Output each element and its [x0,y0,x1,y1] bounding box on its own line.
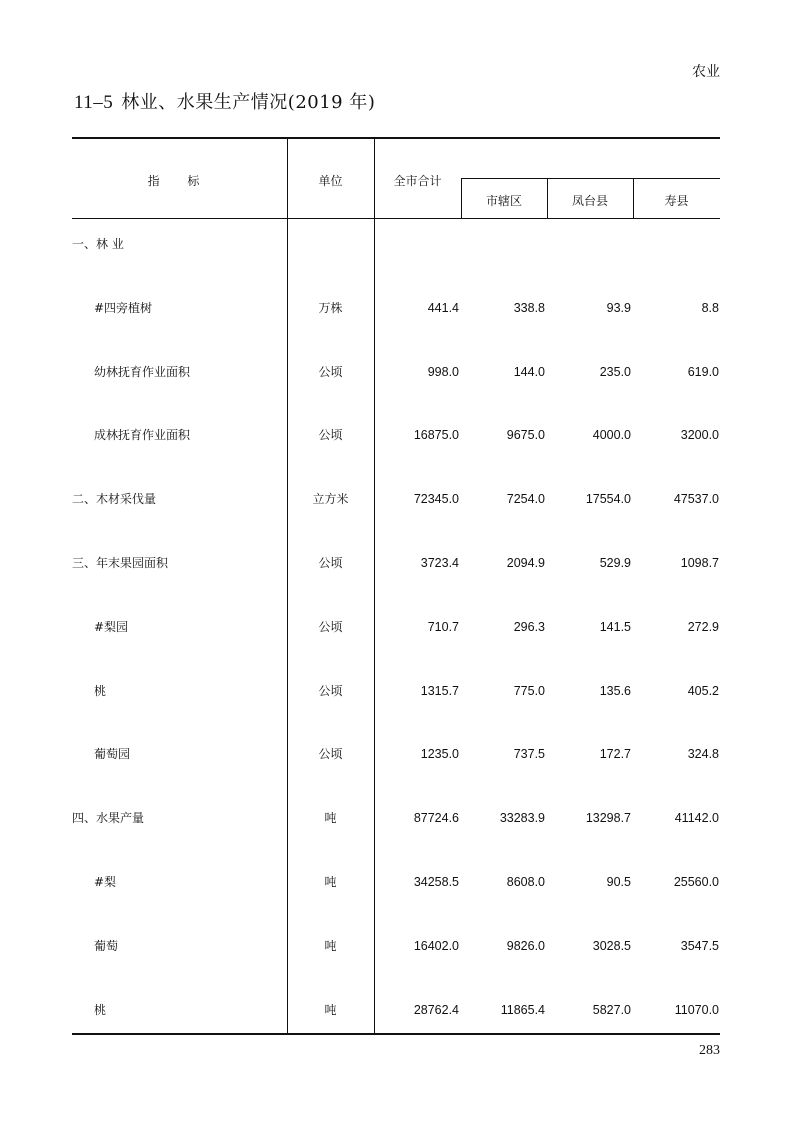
table-row [72,362,720,382]
table-row [72,234,720,254]
row-district: 11865.4 [500,1002,545,1017]
header-shouxian: 寿县 [664,194,689,208]
row-total: 16402.0 [413,938,459,953]
row-indicator: 桃 [94,1002,107,1017]
row-total: 72345.0 [413,492,459,507]
row-fengtai: 235.0 [599,364,631,379]
row-indicator: 葡萄 [94,938,119,953]
row-total: 28762.4 [413,1002,459,1017]
column-divider [287,137,288,1035]
row-unit: 公顷 [318,364,343,379]
row-fengtai: 141.5 [599,619,631,634]
row-total: 1235.0 [420,747,459,762]
row-shouxian: 619.0 [687,364,719,379]
table-title: 林业、水果生产情况(2019 年) [121,92,376,113]
row-unit: 吨 [324,875,337,889]
row-fengtai: 4000.0 [592,428,631,443]
row-unit: 吨 [324,1002,337,1017]
header-total: 全市合计 [393,174,442,188]
row-indicator: #四旁植树 [94,300,153,315]
row-district: 144.0 [513,364,545,379]
row-indicator: #梨园 [94,619,129,634]
table-row [72,681,720,701]
row-shouxian: 25560.0 [673,875,719,889]
row-fengtai: 135.6 [599,683,631,698]
row-indicator: 幼林抚育作业面积 [94,364,191,379]
row-total: 441.4 [427,300,459,315]
row-fengtai: 3028.5 [592,938,631,953]
table-row [72,1000,720,1020]
header-unit: 单位 [318,174,343,188]
row-district: 33283.9 [499,811,545,826]
subheader-rule [461,178,720,179]
table-bottom-rule [72,1033,720,1035]
row-total: 16875.0 [413,428,459,443]
row-indicator: 三、年末果园面积 [72,556,169,570]
row-indicator: 一、林 业 [72,237,124,251]
row-unit: 公顷 [318,556,343,570]
table-row [72,425,720,445]
table-row [72,872,720,892]
row-fengtai: 172.7 [599,747,631,762]
row-unit: 万株 [318,300,343,315]
row-district: 8608.0 [506,875,545,889]
row-shouxian: 3547.5 [680,938,719,953]
row-shouxian: 3200.0 [680,428,719,443]
row-unit: 吨 [324,811,337,826]
row-district: 296.3 [513,619,545,634]
table-row [72,808,720,828]
table-header-rule [72,218,720,219]
row-unit: 公顷 [318,619,343,634]
row-unit: 公顷 [318,428,343,443]
row-fengtai: 93.9 [606,300,631,315]
row-district: 2094.9 [506,556,545,570]
page-title [74,88,375,114]
row-shouxian: 11070.0 [674,1002,719,1017]
row-shouxian: 41142.0 [674,811,719,826]
header-fengtai: 凤台县 [571,194,608,208]
header-indicator: 指 标 [147,174,212,188]
table-row [72,298,720,318]
row-district: 338.8 [513,300,545,315]
page-number: 283 [699,1043,720,1058]
row-total: 34258.5 [413,875,459,889]
column-divider [374,137,375,1035]
row-indicator: 二、木材采伐量 [72,492,157,507]
row-district: 9826.0 [506,938,545,953]
row-district: 737.5 [513,747,545,762]
row-unit: 公顷 [318,747,343,762]
row-indicator: 桃 [94,683,107,698]
row-shouxian: 1098.7 [680,556,719,570]
row-shouxian: 405.2 [687,683,719,698]
row-unit: 吨 [324,938,337,953]
header-district: 市辖区 [485,194,522,208]
row-shouxian: 47537.0 [673,492,719,507]
data-table [72,137,720,1035]
table-row [72,553,720,573]
row-fengtai: 529.9 [599,556,631,570]
table-number: 11–5 [74,92,114,113]
row-fengtai: 13298.7 [585,811,631,826]
row-fengtai: 17554.0 [585,492,631,507]
table-row [72,744,720,764]
row-shouxian: 272.9 [687,619,719,634]
row-unit: 公顷 [318,683,343,698]
table-row [72,617,720,637]
row-district: 7254.0 [506,492,545,507]
row-indicator: 四、水果产量 [72,811,145,826]
row-indicator: 成林抚育作业面积 [94,428,191,443]
row-total: 3723.4 [420,556,459,570]
row-indicator: 葡萄园 [94,747,131,762]
table-row [72,489,720,509]
row-fengtai: 5827.0 [592,1002,631,1017]
table-row [72,936,720,956]
row-shouxian: 324.8 [687,747,719,762]
row-total: 87724.6 [413,811,459,826]
row-unit: 立方米 [312,492,349,507]
row-shouxian: 8.8 [701,300,719,315]
row-fengtai: 90.5 [606,875,631,889]
section-label: 农业 [692,64,720,80]
row-district: 775.0 [513,683,545,698]
row-total: 1315.7 [420,683,459,698]
row-total: 998.0 [427,364,459,379]
row-district: 9675.0 [506,428,545,443]
row-indicator: #梨 [94,875,117,889]
row-total: 710.7 [427,619,459,634]
table-top-rule [72,137,720,139]
